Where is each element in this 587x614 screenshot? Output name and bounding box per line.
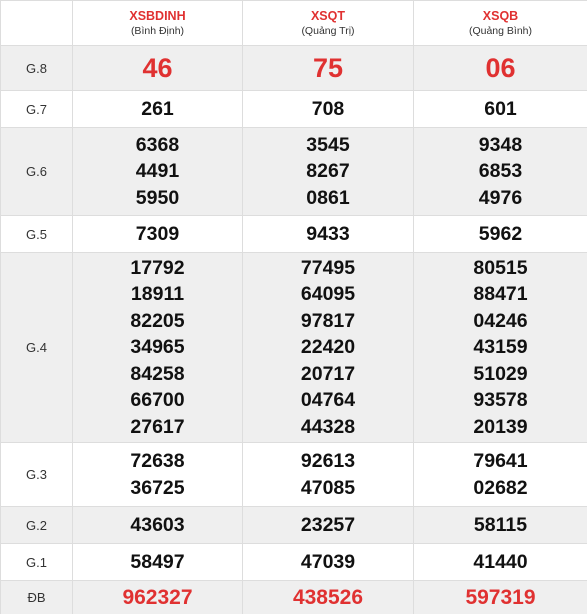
prize-label: G.7 (1, 91, 73, 128)
prize-value: 7309 (73, 216, 243, 253)
prize-row-g6 (1, 128, 587, 216)
prize-value-group (73, 253, 243, 443)
prize-value: 23257 (243, 507, 414, 544)
prize-value: 18911 (130, 283, 185, 306)
prize-value: 5950 (135, 186, 180, 209)
prize-value-group (414, 443, 587, 507)
prize-value-group (243, 128, 414, 216)
prize-value: 47039 (243, 544, 414, 581)
prize-value: 4976 (478, 186, 523, 209)
prize-value: 79641 (473, 450, 528, 472)
prize-value: 04764 (300, 389, 356, 412)
prize-value-group (73, 128, 243, 216)
prize-value: 47085 (300, 476, 356, 499)
prize-value: 02682 (473, 476, 528, 499)
prize-value: 8267 (306, 160, 350, 183)
prize-value-group (414, 128, 587, 216)
province-header-qt (243, 1, 414, 46)
prize-value: 58497 (73, 544, 243, 581)
prize-row-g4 (1, 253, 587, 443)
prize-value: 34965 (130, 336, 185, 359)
prize-value: 9433 (243, 216, 414, 253)
prize-row-g1 (1, 544, 587, 581)
prize-row-g8 (1, 46, 587, 91)
prize-value: 6853 (478, 160, 523, 183)
prize-value: 261 (73, 91, 243, 128)
prize-value: 97817 (300, 309, 356, 332)
prize-label: G.6 (1, 128, 73, 216)
header-empty-cell (1, 1, 73, 46)
prize-label: G.4 (1, 253, 73, 443)
prize-label: ĐB (1, 581, 73, 614)
prize-row-g7 (1, 91, 587, 128)
prize-row-special (1, 581, 587, 614)
prize-value: 72638 (130, 450, 185, 472)
prize-value: 17792 (130, 256, 185, 279)
province-name: (Quảng Bình) (468, 25, 533, 37)
prize-value: 708 (243, 91, 414, 128)
prize-value: 04246 (473, 309, 528, 332)
prize-value: 0861 (306, 186, 350, 209)
prize-value: 58115 (414, 507, 587, 544)
province-name: (Bình Định) (130, 25, 185, 37)
prize-value: 601 (414, 91, 587, 128)
prize-value: 36725 (130, 476, 185, 499)
province-header-qb (414, 1, 587, 46)
prize-value: 46 (73, 46, 243, 91)
prize-value: 88471 (473, 283, 528, 306)
prize-row-g2 (1, 507, 587, 544)
province-header-bdinh (73, 1, 243, 46)
prize-value: 27617 (130, 415, 185, 438)
prize-row-g5 (1, 216, 587, 253)
prize-value: 20139 (473, 415, 528, 438)
prize-label: G.3 (1, 443, 73, 507)
prize-value: 80515 (473, 256, 528, 279)
province-link-xsqb[interactable]: XSQB (482, 9, 519, 23)
special-prize-value: 438526 (243, 581, 414, 614)
prize-value-group (243, 253, 414, 443)
province-name: (Quảng Trị) (301, 25, 355, 37)
prize-value: 75 (243, 46, 414, 91)
prize-value: 82205 (130, 309, 185, 332)
prize-value: 66700 (130, 389, 185, 412)
prize-value: 3545 (306, 133, 350, 156)
prize-label: G.1 (1, 544, 73, 581)
prize-label: G.5 (1, 216, 73, 253)
prize-value: 93578 (473, 389, 528, 412)
prize-value: 06 (414, 46, 587, 91)
prize-value: 20717 (300, 362, 356, 385)
special-prize-value: 962327 (73, 581, 243, 614)
prize-value-group (414, 253, 587, 443)
prize-value: 43603 (73, 507, 243, 544)
prize-label: G.8 (1, 46, 73, 91)
province-link-xsbdinh[interactable]: XSBDINH (129, 9, 186, 23)
prize-value: 43159 (473, 336, 528, 359)
province-header-row (1, 1, 587, 46)
prize-value: 51029 (473, 362, 528, 385)
prize-value: 9348 (478, 133, 523, 156)
prize-value: 6368 (135, 133, 180, 156)
prize-value: 41440 (414, 544, 587, 581)
prize-value: 77495 (300, 256, 356, 279)
prize-value: 44328 (300, 415, 356, 438)
prize-value-group (243, 443, 414, 507)
special-prize-value: 597319 (414, 581, 587, 614)
prize-label: G.2 (1, 507, 73, 544)
prize-value: 5962 (414, 216, 587, 253)
province-link-xsqt[interactable]: XSQT (310, 9, 346, 23)
prize-value: 84258 (130, 362, 185, 385)
prize-value: 22420 (300, 336, 356, 359)
prize-row-g3 (1, 443, 587, 507)
prize-value: 4491 (135, 160, 180, 183)
prize-value: 92613 (300, 450, 356, 472)
prize-value-group (73, 443, 243, 507)
prize-value: 64095 (300, 283, 356, 306)
